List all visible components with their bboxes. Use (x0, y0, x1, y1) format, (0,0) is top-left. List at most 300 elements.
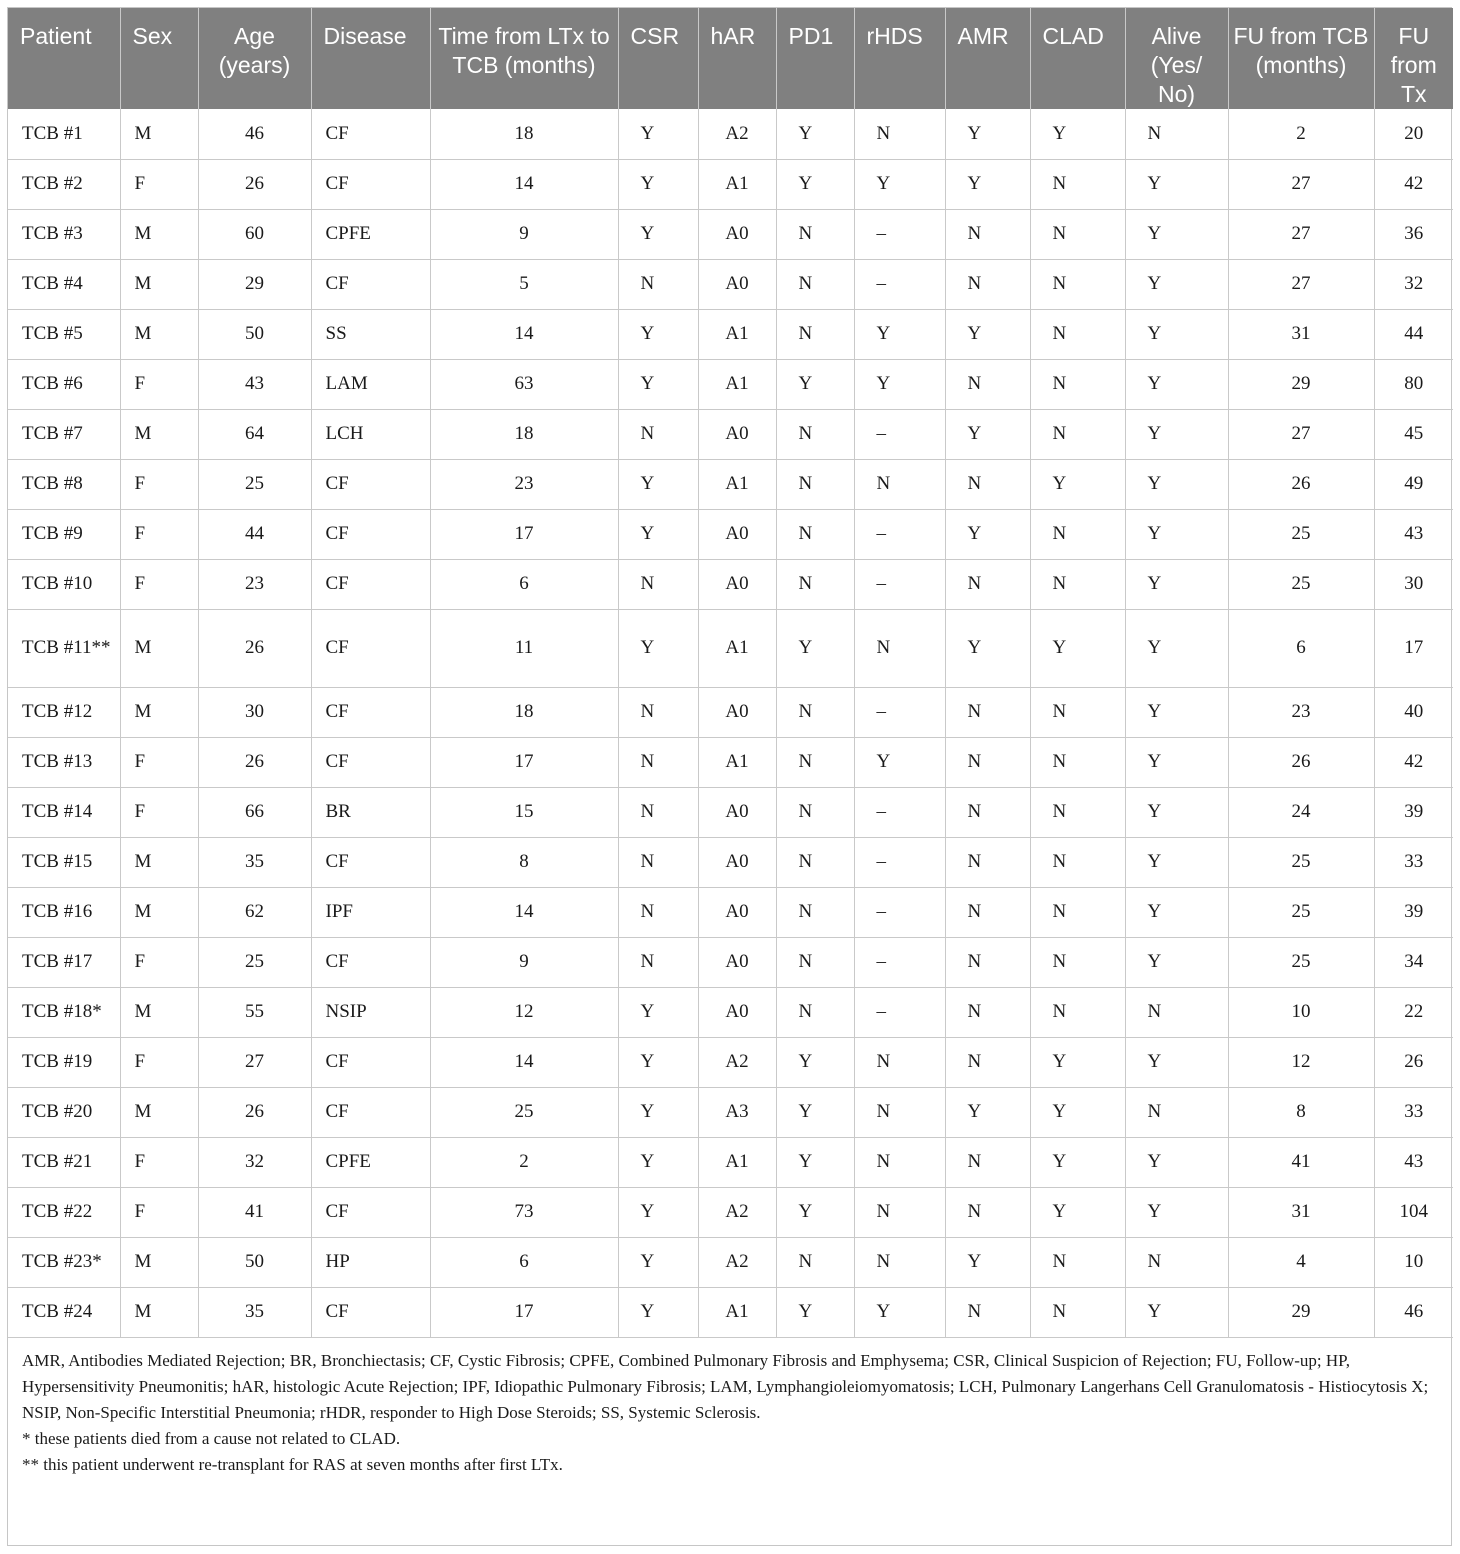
cell-time-ltx-tcb: 14 (430, 159, 618, 209)
cell-disease: CF (311, 1037, 430, 1087)
cell-clad: Y (1030, 609, 1125, 687)
cell-patient: TCB #10 (8, 559, 120, 609)
cell-patient: TCB #9 (8, 509, 120, 559)
cell-age: 44 (198, 509, 311, 559)
cell-amr: N (945, 1137, 1030, 1187)
cell-fu-tcb: 25 (1228, 887, 1374, 937)
cell-sex: F (120, 159, 198, 209)
cell-csr: N (618, 737, 698, 787)
cell-patient: TCB #12 (8, 687, 120, 737)
cell-fu-tx: 34 (1374, 937, 1453, 987)
cell-disease: CPFE (311, 209, 430, 259)
cell-age: 66 (198, 787, 311, 837)
cell-csr: Y (618, 1137, 698, 1187)
cell-fu-tx: 39 (1374, 887, 1453, 937)
cell-rhds: N (854, 1187, 945, 1237)
cell-fu-tx: 45 (1374, 409, 1453, 459)
cell-sex: M (120, 409, 198, 459)
cell-disease: CF (311, 837, 430, 887)
cell-har: A1 (698, 1137, 776, 1187)
cell-age: 46 (198, 109, 311, 159)
table-row (8, 1287, 1453, 1337)
table-row (8, 787, 1453, 837)
cell-clad: N (1030, 887, 1125, 937)
cell-disease: HP (311, 1237, 430, 1287)
cell-patient: TCB #19 (8, 1037, 120, 1087)
table-row (8, 1087, 1453, 1137)
cell-pd1: Y (776, 609, 854, 687)
cell-har: A1 (698, 459, 776, 509)
cell-csr: N (618, 787, 698, 837)
cell-amr: Y (945, 409, 1030, 459)
cell-csr: Y (618, 1087, 698, 1137)
cell-sex: M (120, 1087, 198, 1137)
cell-age: 26 (198, 159, 311, 209)
cell-disease: IPF (311, 887, 430, 937)
cell-time-ltx-tcb: 18 (430, 109, 618, 159)
cell-fu-tcb: 27 (1228, 209, 1374, 259)
cell-time-ltx-tcb: 17 (430, 509, 618, 559)
cell-fu-tx: 42 (1374, 737, 1453, 787)
header-har: hAR (698, 8, 776, 109)
table-row (8, 509, 1453, 559)
cell-age: 41 (198, 1187, 311, 1237)
cell-fu-tx: 44 (1374, 309, 1453, 359)
cell-fu-tcb: 24 (1228, 787, 1374, 837)
cell-csr: Y (618, 609, 698, 687)
header-age: Age (years) (198, 8, 311, 109)
cell-rhds: N (854, 609, 945, 687)
table-row (8, 987, 1453, 1037)
cell-sex: F (120, 559, 198, 609)
cell-rhds: – (854, 887, 945, 937)
cell-csr: Y (618, 159, 698, 209)
cell-fu-tx: 26 (1374, 1037, 1453, 1087)
cell-alive: Y (1125, 209, 1228, 259)
cell-alive: Y (1125, 787, 1228, 837)
cell-clad: Y (1030, 109, 1125, 159)
table-row (8, 309, 1453, 359)
table-row (8, 609, 1453, 687)
cell-amr: N (945, 687, 1030, 737)
table-row (8, 409, 1453, 459)
cell-age: 26 (198, 1087, 311, 1137)
cell-alive: N (1125, 987, 1228, 1037)
cell-time-ltx-tcb: 23 (430, 459, 618, 509)
cell-csr: Y (618, 359, 698, 409)
cell-patient: TCB #23* (8, 1237, 120, 1287)
cell-alive: N (1125, 1237, 1228, 1287)
cell-sex: M (120, 109, 198, 159)
cell-pd1: N (776, 787, 854, 837)
cell-pd1: N (776, 1237, 854, 1287)
cell-age: 43 (198, 359, 311, 409)
header-fu-tx: FU from Tx (1374, 8, 1453, 109)
table-row (8, 209, 1453, 259)
cell-clad: N (1030, 837, 1125, 887)
cell-alive: Y (1125, 837, 1228, 887)
cell-disease: CF (311, 559, 430, 609)
cell-patient: TCB #11** (8, 609, 120, 687)
cell-amr: N (945, 559, 1030, 609)
cell-patient: TCB #6 (8, 359, 120, 409)
cell-sex: F (120, 1137, 198, 1187)
cell-fu-tcb: 27 (1228, 409, 1374, 459)
cell-sex: F (120, 509, 198, 559)
cell-pd1: Y (776, 1287, 854, 1337)
cell-sex: F (120, 737, 198, 787)
cell-age: 32 (198, 1137, 311, 1187)
cell-age: 50 (198, 309, 311, 359)
cell-time-ltx-tcb: 14 (430, 309, 618, 359)
cell-alive: N (1125, 109, 1228, 159)
cell-har: A0 (698, 687, 776, 737)
footnote-abbreviations: AMR, Antibodies Mediated Rejection; BR, Bronchiectasis; CF, Cystic Fibrosis; CPFE, Combined Pulmonary Fibrosis and Emphysema; CSR, Clinical Suspicion of Rejection; FU, Follow-up; HP, Hypersensitivity Pneumonitis; hAR, histologic Acute Rejection; IPF, Idiopathic Pulmonary Fibrosis; LAM, Lymphangioleiomyomatosis; LCH, Pulmonary Langerhans Cell Granulomatosis - Histiocytosis X; NSIP, Non-Specific Interstitial Pneumonia; rHDR, responder to High Dose Steroids; SS, Systemic Sclerosis. (22, 1350, 1429, 1422)
cell-disease: CF (311, 159, 430, 209)
cell-alive: Y (1125, 1287, 1228, 1337)
cell-age: 25 (198, 937, 311, 987)
cell-time-ltx-tcb: 9 (430, 209, 618, 259)
cell-amr: N (945, 887, 1030, 937)
cell-fu-tcb: 29 (1228, 359, 1374, 409)
cell-disease: BR (311, 787, 430, 837)
cell-fu-tcb: 25 (1228, 937, 1374, 987)
cell-age: 35 (198, 837, 311, 887)
cell-amr: N (945, 209, 1030, 259)
cell-rhds: – (854, 559, 945, 609)
cell-pd1: N (776, 687, 854, 737)
cell-csr: N (618, 409, 698, 459)
cell-sex: F (120, 787, 198, 837)
cell-har: A2 (698, 109, 776, 159)
cell-fu-tcb: 10 (1228, 987, 1374, 1037)
cell-fu-tx: 39 (1374, 787, 1453, 837)
cell-amr: N (945, 1187, 1030, 1237)
cell-amr: Y (945, 159, 1030, 209)
header-fu-tcb: FU from TCB (months) (1228, 8, 1374, 109)
cell-time-ltx-tcb: 15 (430, 787, 618, 837)
cell-pd1: Y (776, 359, 854, 409)
cell-time-ltx-tcb: 8 (430, 837, 618, 887)
cell-time-ltx-tcb: 18 (430, 409, 618, 459)
cell-patient: TCB #15 (8, 837, 120, 887)
cell-clad: Y (1030, 1037, 1125, 1087)
table-row (8, 937, 1453, 987)
cell-patient: TCB #2 (8, 159, 120, 209)
cell-har: A0 (698, 887, 776, 937)
cell-amr: N (945, 459, 1030, 509)
cell-clad: Y (1030, 1187, 1125, 1237)
cell-amr: Y (945, 1087, 1030, 1137)
cell-patient: TCB #5 (8, 309, 120, 359)
cell-har: A1 (698, 1287, 776, 1337)
cell-har: A0 (698, 837, 776, 887)
table-row (8, 459, 1453, 509)
cell-sex: M (120, 837, 198, 887)
cell-age: 60 (198, 209, 311, 259)
cell-fu-tx: 49 (1374, 459, 1453, 509)
cell-sex: M (120, 687, 198, 737)
cell-pd1: N (776, 737, 854, 787)
cell-patient: TCB #16 (8, 887, 120, 937)
cell-patient: TCB #3 (8, 209, 120, 259)
cell-alive: Y (1125, 309, 1228, 359)
cell-csr: Y (618, 1287, 698, 1337)
cell-fu-tcb: 23 (1228, 687, 1374, 737)
cell-patient: TCB #21 (8, 1137, 120, 1187)
cell-fu-tcb: 29 (1228, 1287, 1374, 1337)
cell-clad: N (1030, 259, 1125, 309)
cell-fu-tx: 43 (1374, 509, 1453, 559)
cell-csr: Y (618, 509, 698, 559)
cell-age: 55 (198, 987, 311, 1037)
cell-disease: SS (311, 309, 430, 359)
cell-time-ltx-tcb: 6 (430, 1237, 618, 1287)
cell-disease: LCH (311, 409, 430, 459)
cell-amr: Y (945, 1237, 1030, 1287)
table-row (8, 1137, 1453, 1187)
cell-csr: N (618, 687, 698, 737)
cell-disease: NSIP (311, 987, 430, 1037)
header-patient: Patient (8, 8, 120, 109)
cell-rhds: N (854, 1037, 945, 1087)
cell-rhds: N (854, 1137, 945, 1187)
cell-disease: CF (311, 609, 430, 687)
cell-disease: CF (311, 509, 430, 559)
cell-har: A3 (698, 1087, 776, 1137)
cell-sex: M (120, 259, 198, 309)
table-row (8, 259, 1453, 309)
cell-patient: TCB #18* (8, 987, 120, 1037)
cell-amr: Y (945, 109, 1030, 159)
cell-alive: Y (1125, 409, 1228, 459)
cell-clad: N (1030, 509, 1125, 559)
cell-fu-tx: 32 (1374, 259, 1453, 309)
cell-fu-tcb: 12 (1228, 1037, 1374, 1087)
cell-patient: TCB #14 (8, 787, 120, 837)
cell-patient: TCB #1 (8, 109, 120, 159)
cell-disease: CPFE (311, 1137, 430, 1187)
cell-pd1: Y (776, 1087, 854, 1137)
cell-fu-tx: 30 (1374, 559, 1453, 609)
cell-patient: TCB #7 (8, 409, 120, 459)
cell-fu-tx: 42 (1374, 159, 1453, 209)
cell-fu-tx: 46 (1374, 1287, 1453, 1337)
cell-fu-tcb: 27 (1228, 259, 1374, 309)
cell-disease: CF (311, 259, 430, 309)
cell-csr: Y (618, 1187, 698, 1237)
cell-fu-tcb: 41 (1228, 1137, 1374, 1187)
cell-fu-tcb: 25 (1228, 837, 1374, 887)
cell-clad: N (1030, 409, 1125, 459)
cell-amr: N (945, 987, 1030, 1037)
cell-csr: N (618, 259, 698, 309)
cell-fu-tx: 10 (1374, 1237, 1453, 1287)
cell-time-ltx-tcb: 14 (430, 1037, 618, 1087)
cell-alive: Y (1125, 1137, 1228, 1187)
cell-patient: TCB #8 (8, 459, 120, 509)
cell-sex: F (120, 359, 198, 409)
cell-fu-tcb: 8 (1228, 1087, 1374, 1137)
cell-fu-tcb: 2 (1228, 109, 1374, 159)
header-amr: AMR (945, 8, 1030, 109)
cell-rhds: N (854, 1237, 945, 1287)
cell-clad: Y (1030, 1137, 1125, 1187)
cell-patient: TCB #17 (8, 937, 120, 987)
cell-time-ltx-tcb: 12 (430, 987, 618, 1037)
cell-rhds: N (854, 459, 945, 509)
table-row (8, 109, 1453, 159)
cell-pd1: Y (776, 1187, 854, 1237)
cell-clad: N (1030, 159, 1125, 209)
cell-clad: N (1030, 309, 1125, 359)
cell-pd1: N (776, 409, 854, 459)
cell-har: A1 (698, 309, 776, 359)
cell-disease: LAM (311, 359, 430, 409)
cell-clad: Y (1030, 1087, 1125, 1137)
cell-disease: CF (311, 459, 430, 509)
cell-fu-tcb: 25 (1228, 559, 1374, 609)
cell-time-ltx-tcb: 17 (430, 737, 618, 787)
cell-sex: M (120, 887, 198, 937)
cell-amr: Y (945, 509, 1030, 559)
cell-amr: N (945, 1037, 1030, 1087)
cell-csr: Y (618, 987, 698, 1037)
cell-csr: Y (618, 1237, 698, 1287)
header-alive: Alive (Yes/ No) (1125, 8, 1228, 109)
cell-patient: TCB #20 (8, 1087, 120, 1137)
cell-age: 50 (198, 1237, 311, 1287)
cell-sex: M (120, 309, 198, 359)
cell-time-ltx-tcb: 63 (430, 359, 618, 409)
cell-pd1: N (776, 209, 854, 259)
cell-patient: TCB #22 (8, 1187, 120, 1237)
footnote-double-star: ** this patient underwent re-transplant for RAS at seven months after first LTx. (22, 1454, 563, 1474)
cell-time-ltx-tcb: 14 (430, 887, 618, 937)
cell-har: A0 (698, 987, 776, 1037)
cell-age: 26 (198, 737, 311, 787)
cell-alive: Y (1125, 1037, 1228, 1087)
table-row (8, 737, 1453, 787)
table-row (8, 1037, 1453, 1087)
cell-har: A0 (698, 509, 776, 559)
cell-age: 62 (198, 887, 311, 937)
cell-sex: M (120, 209, 198, 259)
header-sex: Sex (120, 8, 198, 109)
cell-clad: N (1030, 737, 1125, 787)
cell-csr: N (618, 937, 698, 987)
cell-patient: TCB #24 (8, 1287, 120, 1337)
cell-fu-tcb: 27 (1228, 159, 1374, 209)
cell-amr: N (945, 1287, 1030, 1337)
cell-sex: F (120, 1187, 198, 1237)
table-body (8, 109, 1453, 1337)
cell-rhds: – (854, 509, 945, 559)
cell-rhds: Y (854, 359, 945, 409)
cell-patient: TCB #4 (8, 259, 120, 309)
cell-age: 23 (198, 559, 311, 609)
cell-disease: CF (311, 1087, 430, 1137)
cell-fu-tcb: 31 (1228, 309, 1374, 359)
cell-csr: Y (618, 209, 698, 259)
cell-rhds: – (854, 937, 945, 987)
cell-sex: F (120, 459, 198, 509)
cell-clad: N (1030, 687, 1125, 737)
table-row (8, 359, 1453, 409)
cell-age: 27 (198, 1037, 311, 1087)
cell-rhds: Y (854, 737, 945, 787)
cell-csr: N (618, 559, 698, 609)
header-rhds: rHDS (854, 8, 945, 109)
cell-disease: CF (311, 687, 430, 737)
table-row (8, 687, 1453, 737)
cell-csr: Y (618, 459, 698, 509)
table-row (8, 837, 1453, 887)
header-clad: CLAD (1030, 8, 1125, 109)
cell-time-ltx-tcb: 2 (430, 1137, 618, 1187)
cell-fu-tx: 20 (1374, 109, 1453, 159)
cell-time-ltx-tcb: 73 (430, 1187, 618, 1237)
table-container (7, 7, 1452, 1546)
cell-pd1: N (776, 887, 854, 937)
cell-clad: N (1030, 1287, 1125, 1337)
cell-rhds: – (854, 259, 945, 309)
cell-alive: Y (1125, 459, 1228, 509)
table-row (8, 1187, 1453, 1237)
cell-alive: Y (1125, 609, 1228, 687)
cell-clad: N (1030, 987, 1125, 1037)
cell-pd1: N (776, 509, 854, 559)
cell-fu-tx: 33 (1374, 1087, 1453, 1137)
cell-fu-tx: 104 (1374, 1187, 1453, 1237)
cell-time-ltx-tcb: 5 (430, 259, 618, 309)
cell-fu-tcb: 4 (1228, 1237, 1374, 1287)
cell-fu-tcb: 6 (1228, 609, 1374, 687)
cell-age: 25 (198, 459, 311, 509)
cell-rhds: – (854, 409, 945, 459)
cell-har: A1 (698, 159, 776, 209)
cell-fu-tcb: 25 (1228, 509, 1374, 559)
cell-pd1: Y (776, 159, 854, 209)
cell-fu-tx: 36 (1374, 209, 1453, 259)
cell-disease: CF (311, 937, 430, 987)
cell-time-ltx-tcb: 18 (430, 687, 618, 737)
cell-pd1: N (776, 937, 854, 987)
cell-clad: Y (1030, 459, 1125, 509)
cell-pd1: N (776, 559, 854, 609)
cell-amr: N (945, 359, 1030, 409)
header-disease: Disease (311, 8, 430, 109)
cell-alive: Y (1125, 887, 1228, 937)
cell-amr: N (945, 259, 1030, 309)
cell-pd1: N (776, 459, 854, 509)
cell-alive: Y (1125, 559, 1228, 609)
header-row (8, 8, 1453, 109)
cell-rhds: – (854, 837, 945, 887)
cell-har: A1 (698, 737, 776, 787)
cell-fu-tx: 17 (1374, 609, 1453, 687)
cell-fu-tx: 80 (1374, 359, 1453, 409)
cell-sex: F (120, 1037, 198, 1087)
cell-fu-tx: 22 (1374, 987, 1453, 1037)
cell-amr: Y (945, 309, 1030, 359)
cell-age: 35 (198, 1287, 311, 1337)
cell-amr: N (945, 787, 1030, 837)
cell-alive: Y (1125, 509, 1228, 559)
cell-fu-tx: 43 (1374, 1137, 1453, 1187)
cell-time-ltx-tcb: 25 (430, 1087, 618, 1137)
table-row (8, 159, 1453, 209)
